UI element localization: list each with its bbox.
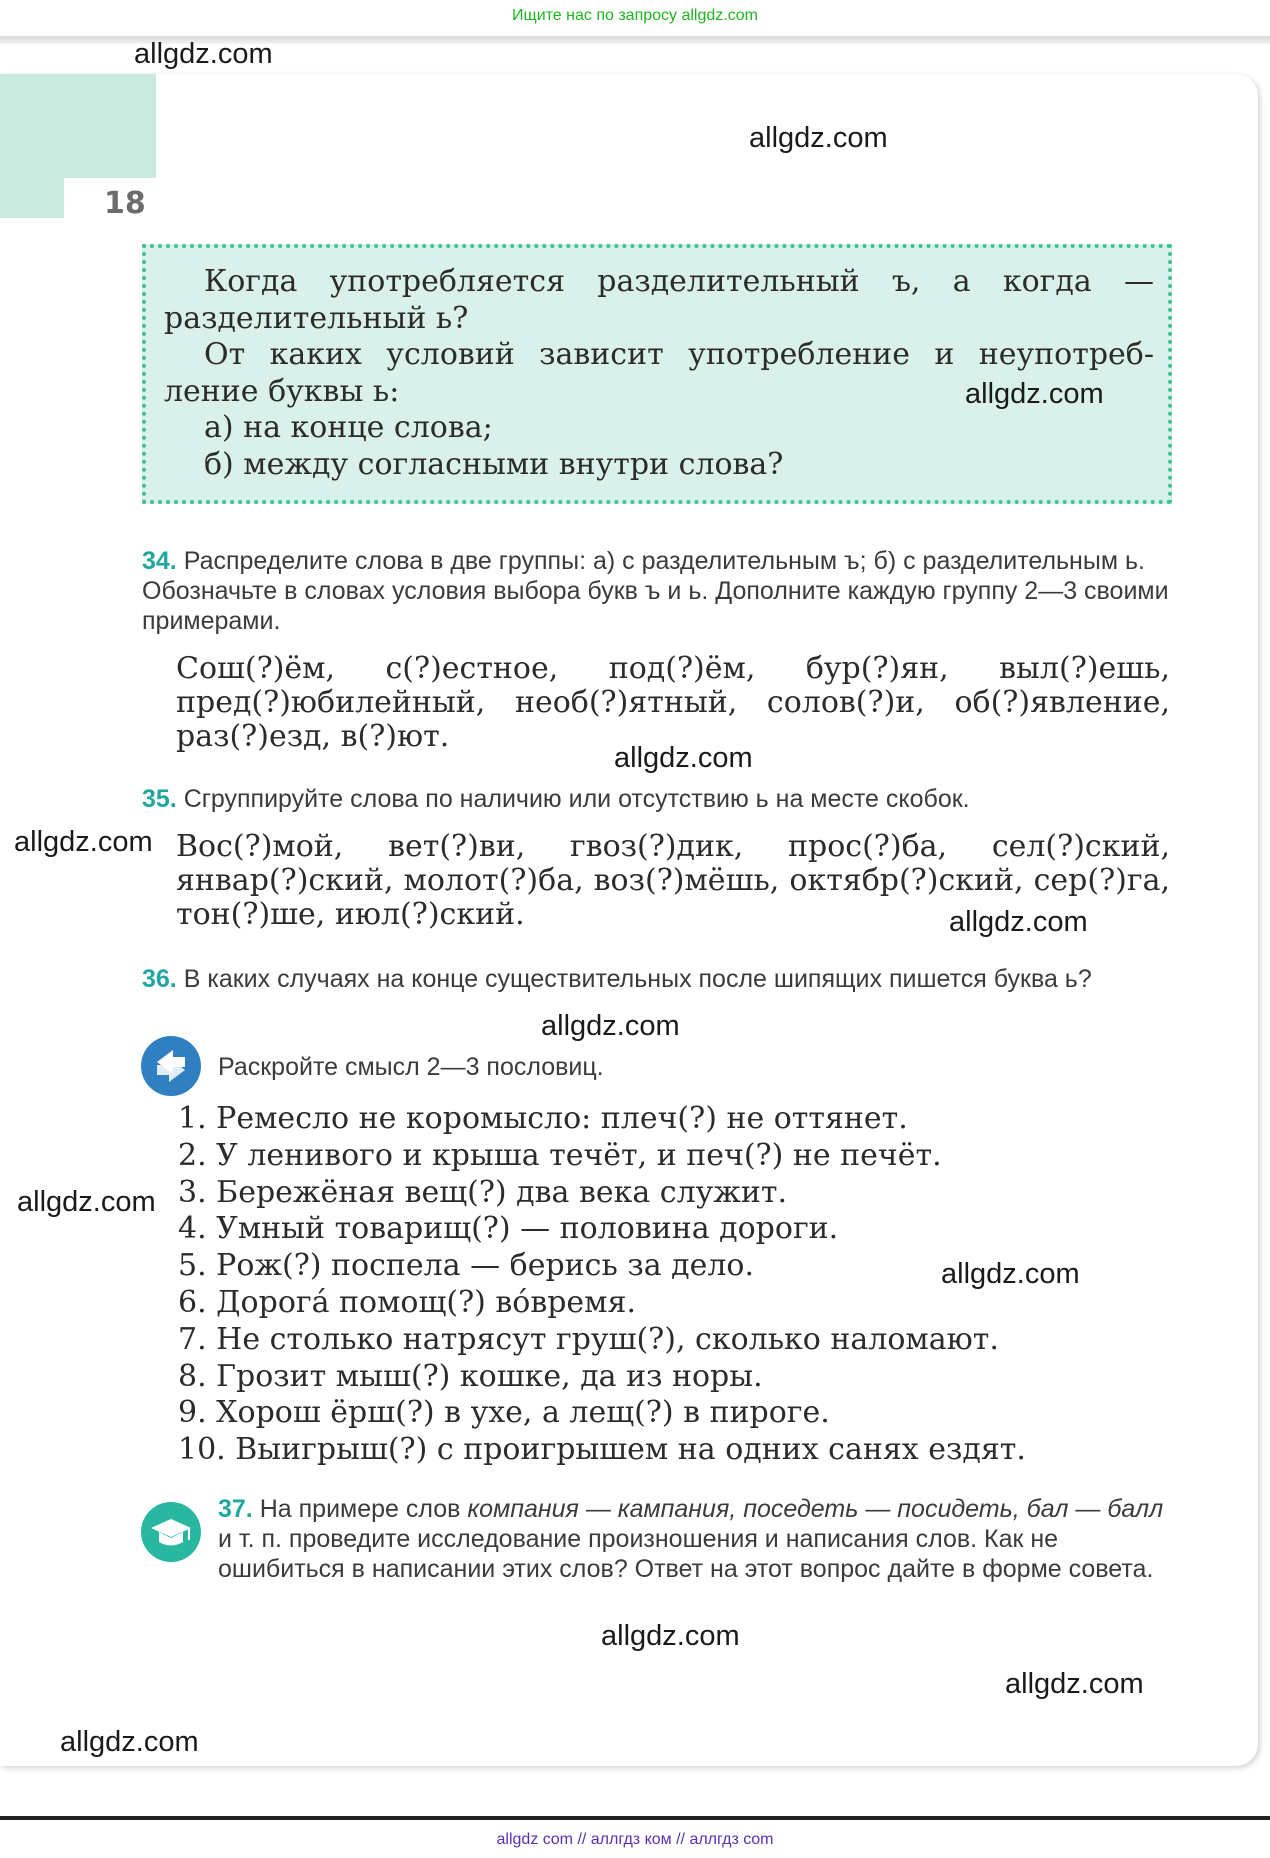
footer-text: allgdz com // аллгдз ком // аллгдз com — [496, 1831, 774, 1848]
watermark: allgdz.com — [60, 1726, 199, 1758]
watermark: allgdz.com — [14, 826, 153, 858]
task-36 — [142, 964, 1172, 994]
question-line: От каких условий зависит употребление и неупотреб- — [204, 337, 1154, 372]
bottom-divider — [0, 1816, 1270, 1820]
watermark: allgdz.com — [541, 1010, 680, 1042]
task-35 — [142, 784, 1172, 814]
watermark: allgdz.com — [949, 906, 1088, 938]
proverb-item: 7. Не столько натрясут груш(?), сколько наломают. — [178, 1321, 999, 1357]
task-34 — [142, 546, 1172, 636]
task-35-words: Вос(?)мой, вет(?)ви, гвоз(?)дик, прос(?)ба, сел(?)ский, январ(?)ский, молот(?)ба, воз(?)мёшь, октябр(?)ский, сер(?)га, тон(?)ше, июл(?)ский. — [176, 829, 1170, 932]
task-text: Распределите слова в две группы: а) с разделительным ъ; б) с разделительным ь. Обозначьте в словах условия выбора букв ъ и ь. Дополните каждую группу 2—3 своими примерами. — [142, 547, 1169, 635]
watermark: allgdz.com — [965, 378, 1104, 410]
task-number: 37. — [218, 1495, 253, 1523]
proverb-item: 9. Хорош ёрш(?) в ухе, а лещ(?) в пироге. — [178, 1395, 830, 1431]
task-34-words: Сош(?)ём, с(?)естное, под(?)ём, бур(?)ян, выл(?)ешь, пред(?)юбилейный, необ(?)ятный, солов(?)и, об(?)явление, раз(?)езд, в(?)ют. — [176, 651, 1170, 754]
question-line: разделительный ь? — [164, 300, 469, 336]
proverb-item: 1. Ремесло не коромысло: плеч(?) не оттянет. — [178, 1101, 908, 1136]
watermark: allgdz.com — [749, 122, 888, 154]
page-number: 18 — [104, 186, 146, 221]
graduation-cap-icon — [141, 1502, 201, 1562]
task-37 — [218, 1494, 1172, 1584]
watermark: allgdz.com — [1005, 1668, 1144, 1700]
top-banner-text: Ищите нас по запросу allgdz.com — [512, 7, 758, 24]
task-number: 34. — [142, 547, 177, 575]
task-number: 36. — [142, 965, 177, 993]
question-line: Когда употребляется разделительный ъ, а когда — — [204, 264, 1154, 299]
proverb-item: 2. У ленивого и крыша течёт, и печ(?) не печёт. — [178, 1137, 942, 1173]
question-line: а) на конце слова; — [204, 410, 493, 445]
task-text: и т. п. проведите исследование произношения и написания слов. Как не ошибиться в написании этих слов? Ответ на этот вопрос дайте в форме совета. — [218, 1525, 1154, 1583]
task-text: На примере слов — [259, 1495, 468, 1523]
proverb-item: 5. Рож(?) поспела — берись за дело. — [178, 1248, 755, 1284]
task-text: В каких случаях на конце существительных после шипящих пишется буква ь? — [183, 965, 1092, 993]
watermark: allgdz.com — [941, 1258, 1080, 1290]
watermark: allgdz.com — [17, 1186, 156, 1218]
task-italic-words: компания — кампания, поседеть — посидеть, бал — балл — [467, 1495, 1164, 1523]
task-number: 35. — [142, 785, 177, 813]
watermark: allgdz.com — [614, 742, 753, 774]
watermark: allgdz.com — [601, 1620, 740, 1652]
refresh-icon — [141, 1036, 201, 1096]
question-line: б) между согласными внутри слова? — [204, 446, 784, 482]
proverb-item: 3. Бережёная вещ(?) два века служит. — [178, 1174, 788, 1210]
proverb-item: 8. Грозит мыш(?) кошке, да из норы. — [178, 1358, 763, 1394]
task-text: Сгруппируйте слова по наличию или отсутствию ь на месте скобок. — [183, 785, 970, 813]
watermark: allgdz.com — [134, 38, 273, 70]
top-banner — [0, 0, 1270, 32]
proverb-item: 6. Дорогá помощ(?) вóвремя. — [178, 1284, 636, 1320]
proverb-item: 4. Умный товарищ(?) — половина дороги. — [178, 1211, 839, 1247]
question-text — [164, 264, 1154, 483]
task-36-subtask: Раскройте смысл 2—3 пословиц. — [218, 1053, 604, 1081]
question-line: ление буквы ь: — [164, 373, 400, 409]
proverb-item: 10. Выигрыш(?) с проигрышем на одних санях ездят. — [178, 1432, 1026, 1468]
